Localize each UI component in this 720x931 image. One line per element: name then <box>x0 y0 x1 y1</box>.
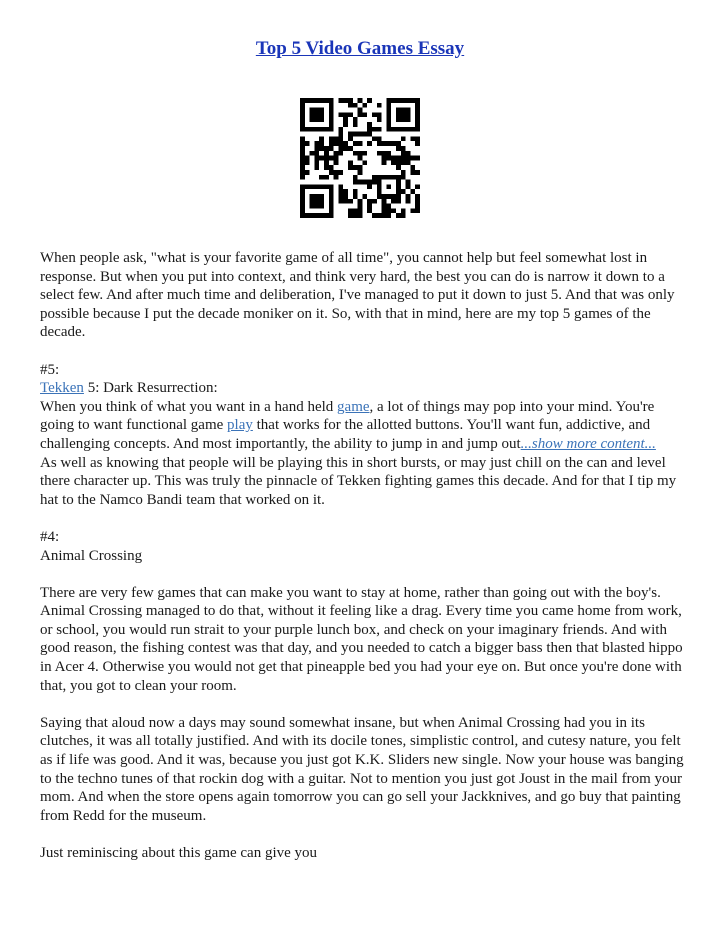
qr-code <box>300 98 420 218</box>
play-link[interactable]: play <box>227 417 253 434</box>
section-4-paragraph-1: There are very few games that can make you want to stay at home, rather than going out with the boy's. Animal Crossing managed to do that, without it feeling like a drag. Every time you came home from work, or school, you would run strait to your purple lunch box, and check on your imaginary friends. And with good reason, the fishing contest was that day, and you needed to catch a bigger bass then that blasted hippo in Acer 4. Otherwise you would not get that pineapple bed you had your eye on. But once you're done with that, you got to clean your room. <box>40 584 683 694</box>
intro-paragraph: When people ask, "what is your favorite game of all time", you cannot help but feel somewhat lost in response. But when you put into context, and think very hard, the best you can do is narrow it down to a select few. And after much time and deliberation, I've managed to put it down to just 5. And that was only possible because I put the decade moniker on it. So, with that in mind, here are my top 5 games of the decade. <box>40 250 675 341</box>
section-4-paragraph-3: Just reminiscing about this game can give you <box>40 845 318 861</box>
section-4-header <box>40 528 685 565</box>
tekken-link[interactable]: Tekken <box>40 380 84 397</box>
page-title <box>0 38 720 60</box>
section-5-heading: #5: <box>40 361 60 378</box>
game-link[interactable]: game <box>337 398 370 415</box>
section-5-text-2: , a lot of things may pop into your mind. You're going to want functional game <box>40 398 655 434</box>
section-5 <box>40 361 685 510</box>
section-4-title: Animal Crossing <box>40 547 143 564</box>
section-5-text-3: that works for the allotted buttons. You'll want fun, addictive, and challenging concepts. And most importantly, the ability to jump in and jump out <box>40 417 651 452</box>
section-5-text-1: When you think of what you want in a hand held <box>40 398 338 415</box>
section-4-paragraph-2: Saying that aloud now a days may sound somewhat insane, but when Animal Crossing had you in its clutches, it was all totally justified. And with its docile tones, simplistic control, and cutesy nature, you felt as if life was good. And it was, because you just got K.K. Sliders new single. Now your house was banging to the techno tunes of that rockin dog with a guitar. Not to mention you just got Joust in the mail from your mom. And when the store opens again tomorrow you can go sell your Jackknives, and go buy that painting from Redd for the museum. <box>40 714 684 824</box>
section-5-text-4: As well as knowing that people will be playing this in short bursts, or may just chill on the can and level there character up. This was truly the pinnacle of Tekken fighting games this decade. And for that I tip my hat to the Namco Bandi team that worked on it. <box>40 454 677 508</box>
section-5-title: 5: Dark Resurrection: <box>83 380 218 397</box>
show-more-link[interactable]: ...show more content... <box>520 435 656 452</box>
section-4-heading: #4: <box>40 528 60 545</box>
title-link[interactable]: Top 5 Video Games Essay <box>255 38 465 59</box>
essay-body <box>40 249 685 881</box>
